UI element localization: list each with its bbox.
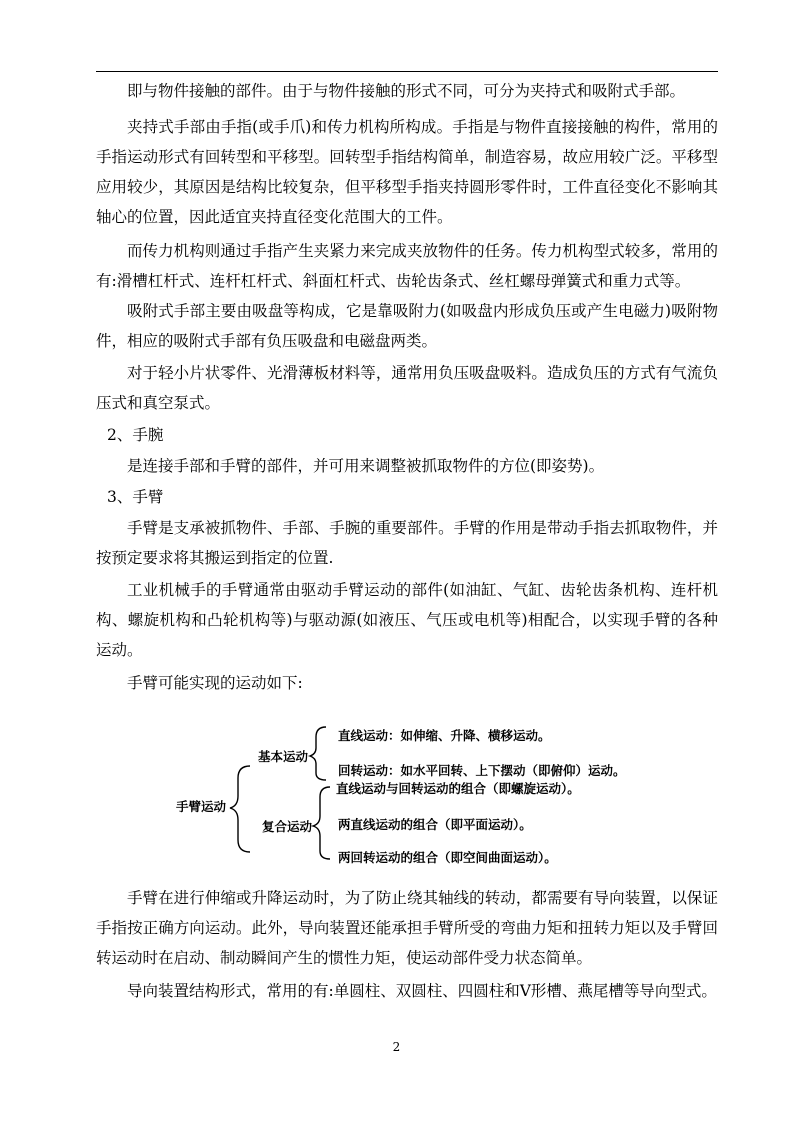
paragraph: 夹持式手部由手指(或手爪)和传力机构所构成。手指是与物件直接接触的构件，常用的手指运动形式有回转型和平移型。回转型手指结构简单，制造容易，故应用较广泛。平移型应用较少，其原因是结构比较复杂，但平移型手指夹持圆形零件时，工件直径变化不影响其轴心的位置，因此适宜夹持直径变化范围大的工件。 xyxy=(96,118,718,226)
paragraph: 导向装置结构形式，常用的有:单圆柱、双圆柱、四圆柱和V形槽、燕尾槽等导向型式。 xyxy=(127,982,717,1000)
paragraph: 手臂是支承被抓物件、手部、手腕的重要部件。手臂的作用是带动手指去抓取物件，并按预定要求将其搬运到指定的位置. xyxy=(96,519,718,567)
diagram-compound-item: 两直线运动的组合（即平面运动）。 xyxy=(338,817,532,832)
section-heading: 3、手臂 xyxy=(107,488,164,506)
page-number: 2 xyxy=(392,1040,401,1054)
paragraph: 而传力机构则通过手指产生夹紧力来完成夹放物件的任务。传力机构型式较多，常用的有:滑槽杠杆式、连杆杠杆式、斜面杠杆式、齿轮齿条式、丝杠螺母弹簧式和重力式等。 xyxy=(96,242,718,290)
section-heading: 2、手腕 xyxy=(107,426,164,444)
diagram-basic-label: 基本运动 xyxy=(258,749,309,764)
diagram-compound-item: 直线运动与回转运动的组合（即螺旋运动）。 xyxy=(336,781,580,796)
paragraph: 工业机械手的手臂通常由驱动手臂运动的部件(如油缸、气缸、齿轮齿条机构、连杆机构、螺旋机构和凸轮机构等)与驱动源(如液压、气压或电机等)相配合，以实现手臂的各种运动。 xyxy=(96,581,718,659)
paragraph: 即与物件接触的部件。由于与物件接触的形式不同，可分为夹持式和吸附式手部。 xyxy=(127,82,686,100)
paragraph: 对于轻小片状零件、光滑薄板材料等，通常用负压吸盘吸料。造成负压的方式有气流负压式和真空泵式。 xyxy=(96,364,718,412)
diagram-compound-item: 两回转运动的组合（即空间曲面运动）。 xyxy=(338,850,557,865)
diagram-basic-item: 直线运动：如伸缩、升降、横移运动。 xyxy=(338,728,551,743)
diagram-compound-label: 复合运动 xyxy=(262,819,313,834)
paragraph: 是连接手部和手臂的部件，并可用来调整被抓取物件的方位(即姿势)。 xyxy=(127,457,605,475)
diagram-root-label: 手臂运动 xyxy=(176,799,227,814)
paragraph: 吸附式手部主要由吸盘等构成，它是靠吸附力(如吸盘内形成负压或产生电磁力)吸附物件，相应的吸附式手部有负压吸盘和电磁盘两类。 xyxy=(96,302,718,350)
paragraph: 手臂在进行伸缩或升降运动时，为了防止绕其轴线的转动，都需要有导向装置，以保证手指按正确方向运动。此外，导向装置还能承担手臂所受的弯曲力矩和扭转力矩以及手臂回转运动时在启动、制动瞬间产生的惯性力矩，使运动部件受力状态简单。 xyxy=(96,889,718,967)
diagram-basic-item: 回转运动：如水平回转、上下摆动（即俯仰）运动。 xyxy=(338,763,626,778)
paragraph: 手臂可能实现的运动如下: xyxy=(127,674,303,692)
